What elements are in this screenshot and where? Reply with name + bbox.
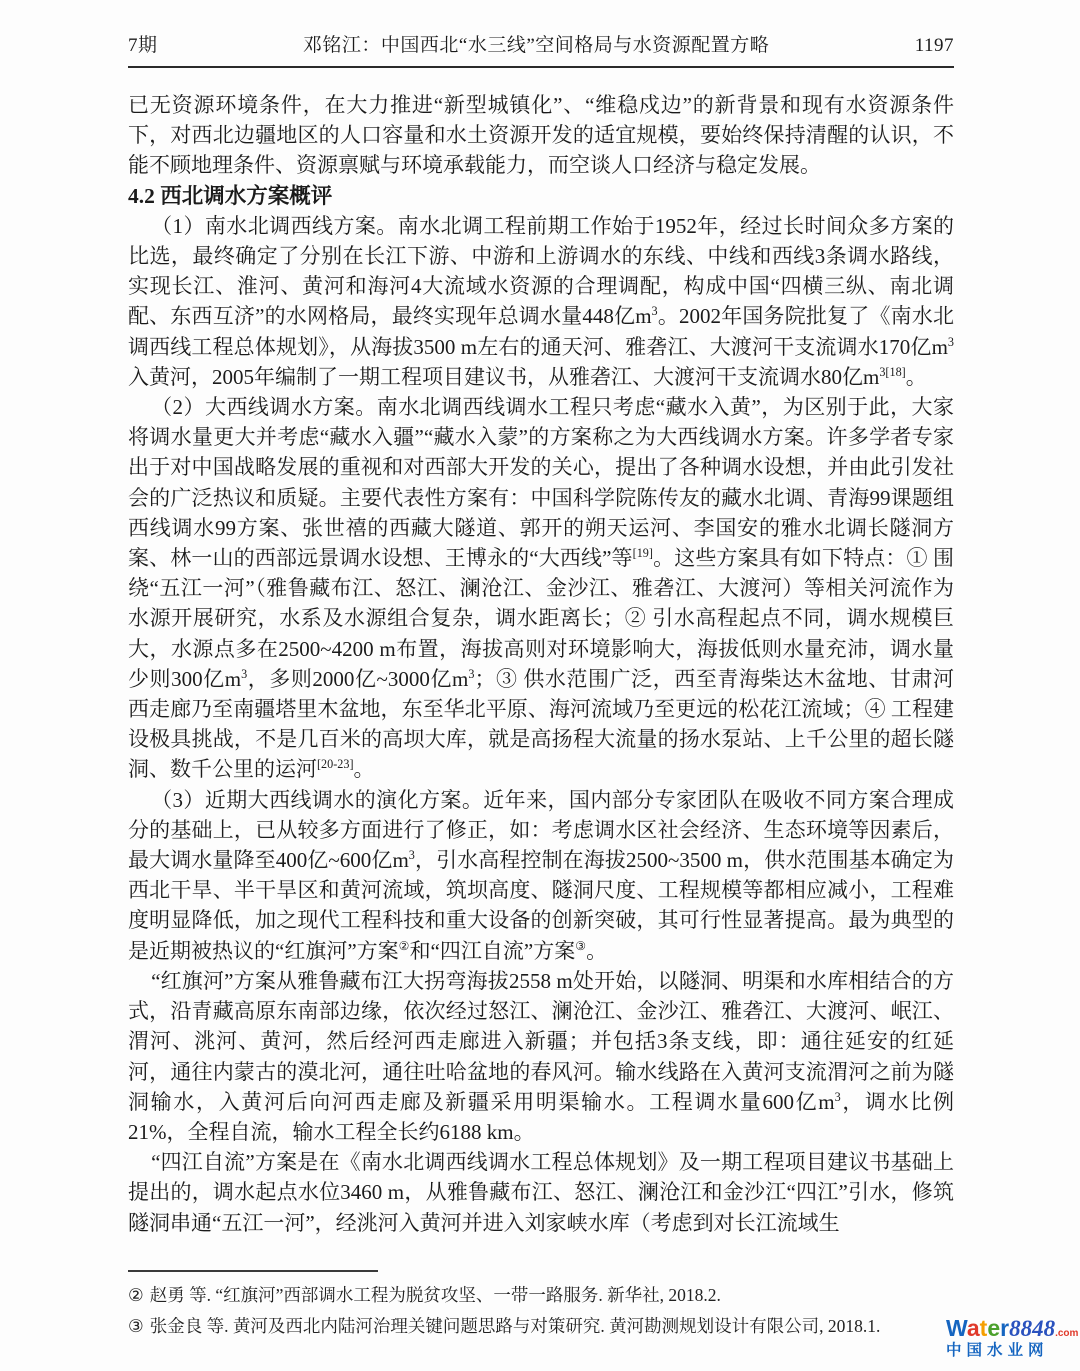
page-content: [128, 30, 954, 1238]
page-number: 1197: [914, 35, 954, 56]
footnote-text: 张金良 等. 黄河及西北内陆河治理关键问题思路与对策研究. 黄河勘测规划设计有限公司, 2018.1.: [149, 1316, 881, 1336]
page-header: [128, 30, 954, 68]
paragraph-plan-3: （3）近期大西线调水的演化方案。近年来，国内部分专家团队在吸收不同方案合理成分的基础上，已从较多方面进行了修正，如：考虑调水区社会经济、生态环境等因素后，最大调水量降至400亿~600亿$m^3$，引水高程控制在海拔2500~3500 m，供水范围基本确定为西北干旱、半干旱区和黄河流域，筑坝高度、隧洞尺度、工程规模等都相应减小，工程难度明显降低，加之现代工程科技和重大设备的创新突破，其可行性显著提高。最为典型的是近期被热议的“红旗河”方案②和“四江自流”方案③。: [128, 787, 954, 963]
watermark-brand-logo: Water8848.com: [946, 1315, 1079, 1341]
issue-label: 7期: [128, 35, 158, 56]
running-title: 邓铭江：中国西北“水三线”空间格局与水资源配置方略: [302, 35, 770, 56]
footnote-item: [128, 1311, 954, 1342]
paragraph-plan-2: （2）大西线调水方案。南水北调西线调水工程只考虑“藏水入黄”，为区别于此，大家将调水量更大并考虑“藏水入疆”“藏水入蒙”的方案称之为大西线调水方案。许多学者专家出于对中国战略发展的重视和对西部大开发的关心，提出了各种调水设想，并由此引发社会的广泛热议和质疑。主要代表性方案有：中国科学院陈传友的藏水北调、青海99课题组西线调水99方案、张世禧的西藏大隧道、郭开的朔天运河、李国安的雅水北调长隧洞方案、林一山的西部远景调水设想、王博永的“大西线”等[19]。这些方案具有如下特点：① 围绕“五江一河”（雅鲁藏布江、怒江、澜沧江、金沙江、雅砻江、大渡河）等相关河流作为水源开展研究，水系及水源组合复杂，调水距离长；② 引水高程起点不同，调水规模巨大，水源点多在2500~4200 m布置，海拔高则对环境影响大，海拔低则水量充沛，调水量少则300亿$m^3$，多则2000亿~3000亿$m^3$；③ 供水范围广泛，西至青海柴达木盆地、甘肃河西走廊乃至南疆塔里木盆地，东至华北平原、海河流域乃至更远的松花江流域；④ 工程建设极具挑战，不是几百米的高坝大库，就是高扬程大流量的扬水泵站、上千公里的超长隧洞、数千公里的运河[20-23]。: [128, 395, 955, 782]
paragraph-sijiangziliu: “四江自流”方案是在《南水北调西线调水工程总体规划》及一期工程项目建议书基础上提出的，调水起点水位3460 m，从雅鲁藏布江、怒江、澜沧江和金沙江“四江”引水，修筑隧洞串通“五江一河”，经洮河入黄河并进入刘家峡水库（考虑到对长江流域生: [128, 1150, 954, 1235]
footnote-block: [128, 1270, 954, 1342]
watermark: [946, 1315, 1079, 1360]
section-heading: 4.2 西北调水方案概评: [128, 183, 333, 208]
footnote-list: [128, 1280, 954, 1342]
intro-paragraph: 已无资源环境条件，在大力推进“新型城镇化”、“维稳戍边”的新背景和现有水资源条件下，对西北边疆地区的人口容量和水土资源开发的适宜规模，要始终保持清醒的认识，不能不顾地理条件、资源禀赋与环境承载能力，而空谈人口经济与稳定发展。: [128, 93, 954, 178]
footnote-text: 赵勇 等. “红旗河”西部调水工程为脱贫攻坚、一带一路服务. 新华社, 2018.2.: [149, 1285, 721, 1305]
footnote-marker: ②: [128, 1285, 144, 1305]
footnote-divider: [128, 1270, 378, 1272]
article-body: [128, 90, 954, 1238]
paragraph-hongqihe: “红旗河”方案从雅鲁藏布江大拐弯海拔2558 m处开始，以隧洞、明渠和水库相结合的方式，沿青藏高原东南部边缘，依次经过怒江、澜沧江、金沙江、雅砻江、大渡河、岷江、渭河、洮河、黄河，然后经河西走廊进入新疆；并包括3条支线，即：通往延安的红延河，通往内蒙古的漠北河，通往吐哈盆地的春风河。输水线路在入黄河支流渭河之前为隧洞输水，入黄河后向河西走廊及新疆采用明渠输水。工程调水量600亿$m^3$，调水比例21%，全程自流，输水工程全长约6188 km。: [128, 968, 954, 1144]
watermark-subtitle: 中国水业网: [946, 1342, 1049, 1360]
paragraph-plan-1: （1）南水北调西线方案。南水北调工程前期工作始于1952年，经过长时间众多方案的比选，最终确定了分别在长江下游、中游和上游调水的东线、中线和西线3条调水路线，实现长江、淮河、黄河和海河4大流域水资源的合理调配，构成中国“四横三纵、南北调配、东西互济”的水网格局，最终实现年总调水量448亿$m^3$。2002年国务院批复了《南水北调西线工程总体规划》，从海拔3500 m左右的通天河、雅砻江、大渡河干支流调水170亿$m^3$入黄河，2005年编制了一期工程项目建议书，从雅砻江、大渡河干支流调水80亿$m^{3[18]}$。: [128, 213, 955, 389]
footnote-marker: ③: [128, 1316, 144, 1336]
footnote-item: [128, 1280, 954, 1311]
